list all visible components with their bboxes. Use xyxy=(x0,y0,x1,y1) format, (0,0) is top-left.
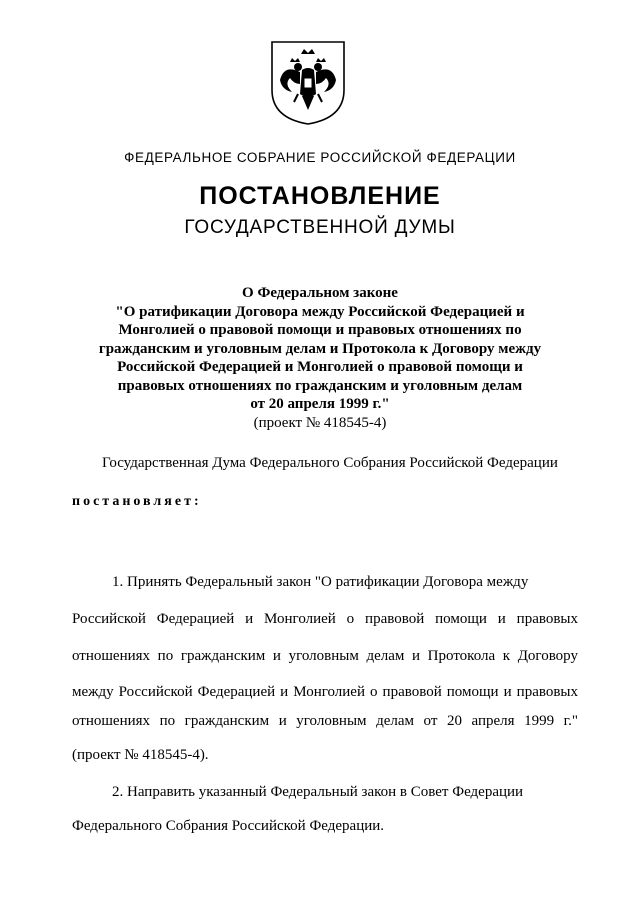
preamble-text: Государственная Дума Федерального Собрания Российской Федерации xyxy=(102,455,558,471)
paragraph-1-line: между Российской Федерацией и Монголией о правовой помощи и правовых xyxy=(72,684,578,700)
document-title: ПОСТАНОВЛЕНИЕ xyxy=(199,182,441,210)
law-heading xyxy=(90,284,550,432)
paragraph-1-line: Российской Федерацией и Монголией о правовой помощи и правовых xyxy=(72,611,578,627)
law-line: Российской Федерацией и Монголией о правовой помощи и xyxy=(117,359,523,375)
paragraph-1-line: (проект № 418545-4). xyxy=(72,747,209,763)
law-line: "О ратификации Договора между Российской Федерацией и xyxy=(115,303,525,320)
organization-heading: ФЕДЕРАЛЬНОЕ СОБРАНИЕ РОССИЙСКОЙ ФЕДЕРАЦИИ xyxy=(124,150,516,165)
law-line: правовых отношениях по гражданским и уголовным делам xyxy=(117,377,523,394)
paragraph-2-line: Федерального Собрания Российской Федерации. xyxy=(72,818,385,834)
law-line: Монголией о правовой помощи и правовых отношениях по xyxy=(118,322,522,338)
paragraph-2-line: 2. Направить указанный Федеральный закон в Совет Федерации xyxy=(112,784,524,800)
paragraph-1-line: отношениях по гражданским и уголовным делам и Протокола к Договору xyxy=(72,648,578,664)
law-line: гражданским и уголовным делам и Протокола к Договору между xyxy=(98,340,542,357)
law-line: от 20 апреля 1999 г." xyxy=(250,396,390,412)
coat-of-arms-emblem xyxy=(268,40,348,126)
document-subtitle: ГОСУДАРСТВЕННОЙ ДУМЫ xyxy=(184,217,456,238)
project-number: (проект № 418545-4) xyxy=(253,414,387,431)
law-line: О Федеральном законе xyxy=(242,285,398,301)
paragraph-1-line: отношениях по гражданским и уголовным делам от 20 апреля 1999 г." xyxy=(72,713,578,729)
decrees-word: постановляет: xyxy=(72,494,202,509)
paragraph-1-line: 1. Принять Федеральный закон "О ратификации Договора между xyxy=(112,574,529,590)
